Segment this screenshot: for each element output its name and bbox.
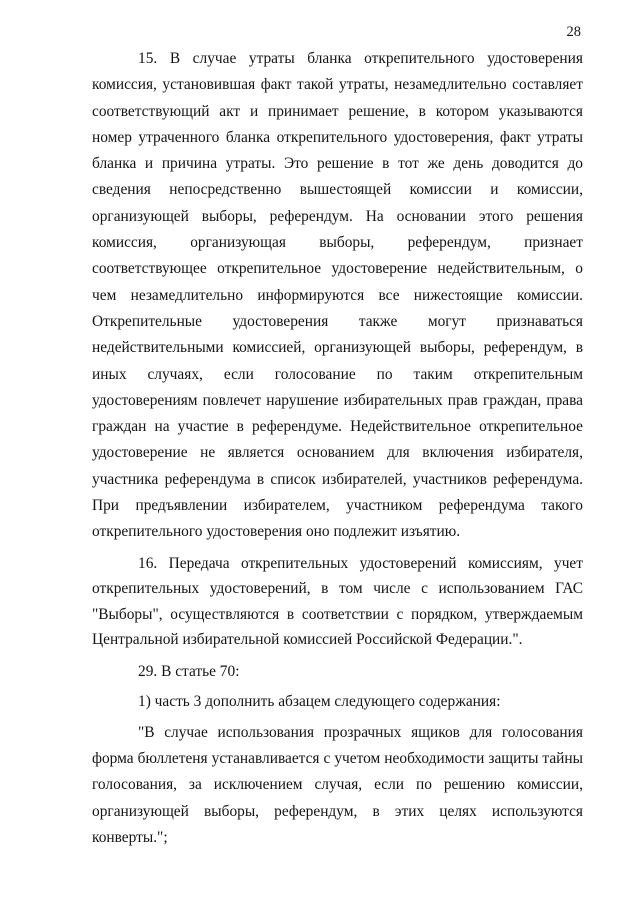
paragraph-article-70: 29. В статье 70: [138, 663, 240, 681]
paragraph-15: 15. В случае утраты бланка открепительного удостоверения комиссия, установившая факт такой утраты, незамедлительно составляет соответствующий акт и принимает решение, в котором указываются номер утраченного бланка открепительного удостоверения, факт утраты бланка и причина утраты. Это решение в тот же день доводится до сведения непосредственно вышестоящей комиссии и комиссии, организующей выборы, референдум. На основании этого решения комиссия, организующая выборы, референдум, признает соответствующее открепительное удостоверение недействительным, о чем незамедлительно информируются все нижестоящие комиссии. Открепительные удостоверения также могут признаваться недействительными комиссией, организующей выборы, референдум, в иных случаях, если голосование по таким открепительным удостоверениям повлечет нарушение избирательных прав граждан, права граждан на участие в референдуме. Недействительное открепительное удостоверение не является основанием для включения избирателя, участника референдума в список избирателей, участников референдума. При предъявлении избирателем, участником референдума такого открепительного удостоверения оно подлежит изъятию. [92, 50, 583, 541]
page-number: 28 [566, 24, 581, 40]
paragraph-16: 16. Передача открепительных удостоверений комиссиям, учет открепительных удостоверений, в том числе с использованием ГАС "Выборы", осуществляются в соответствии с порядком, утверждаемым Центральной избирательной комиссией Российской Федерации.". [92, 554, 583, 649]
document-body [92, 46, 583, 851]
paragraph-quoted-amendment: "В случае использования прозрачных ящиков для голосования форма бюллетеня устанавливается с учетом необходимости защиты тайны голосования, за исключением случая, если по решению комиссии, организующей выборы, референдум, в этих целях используются конверты."; [92, 723, 583, 846]
paragraph-part-3: 1) часть 3 дополнить абзацем следующего содержания: [138, 693, 501, 711]
